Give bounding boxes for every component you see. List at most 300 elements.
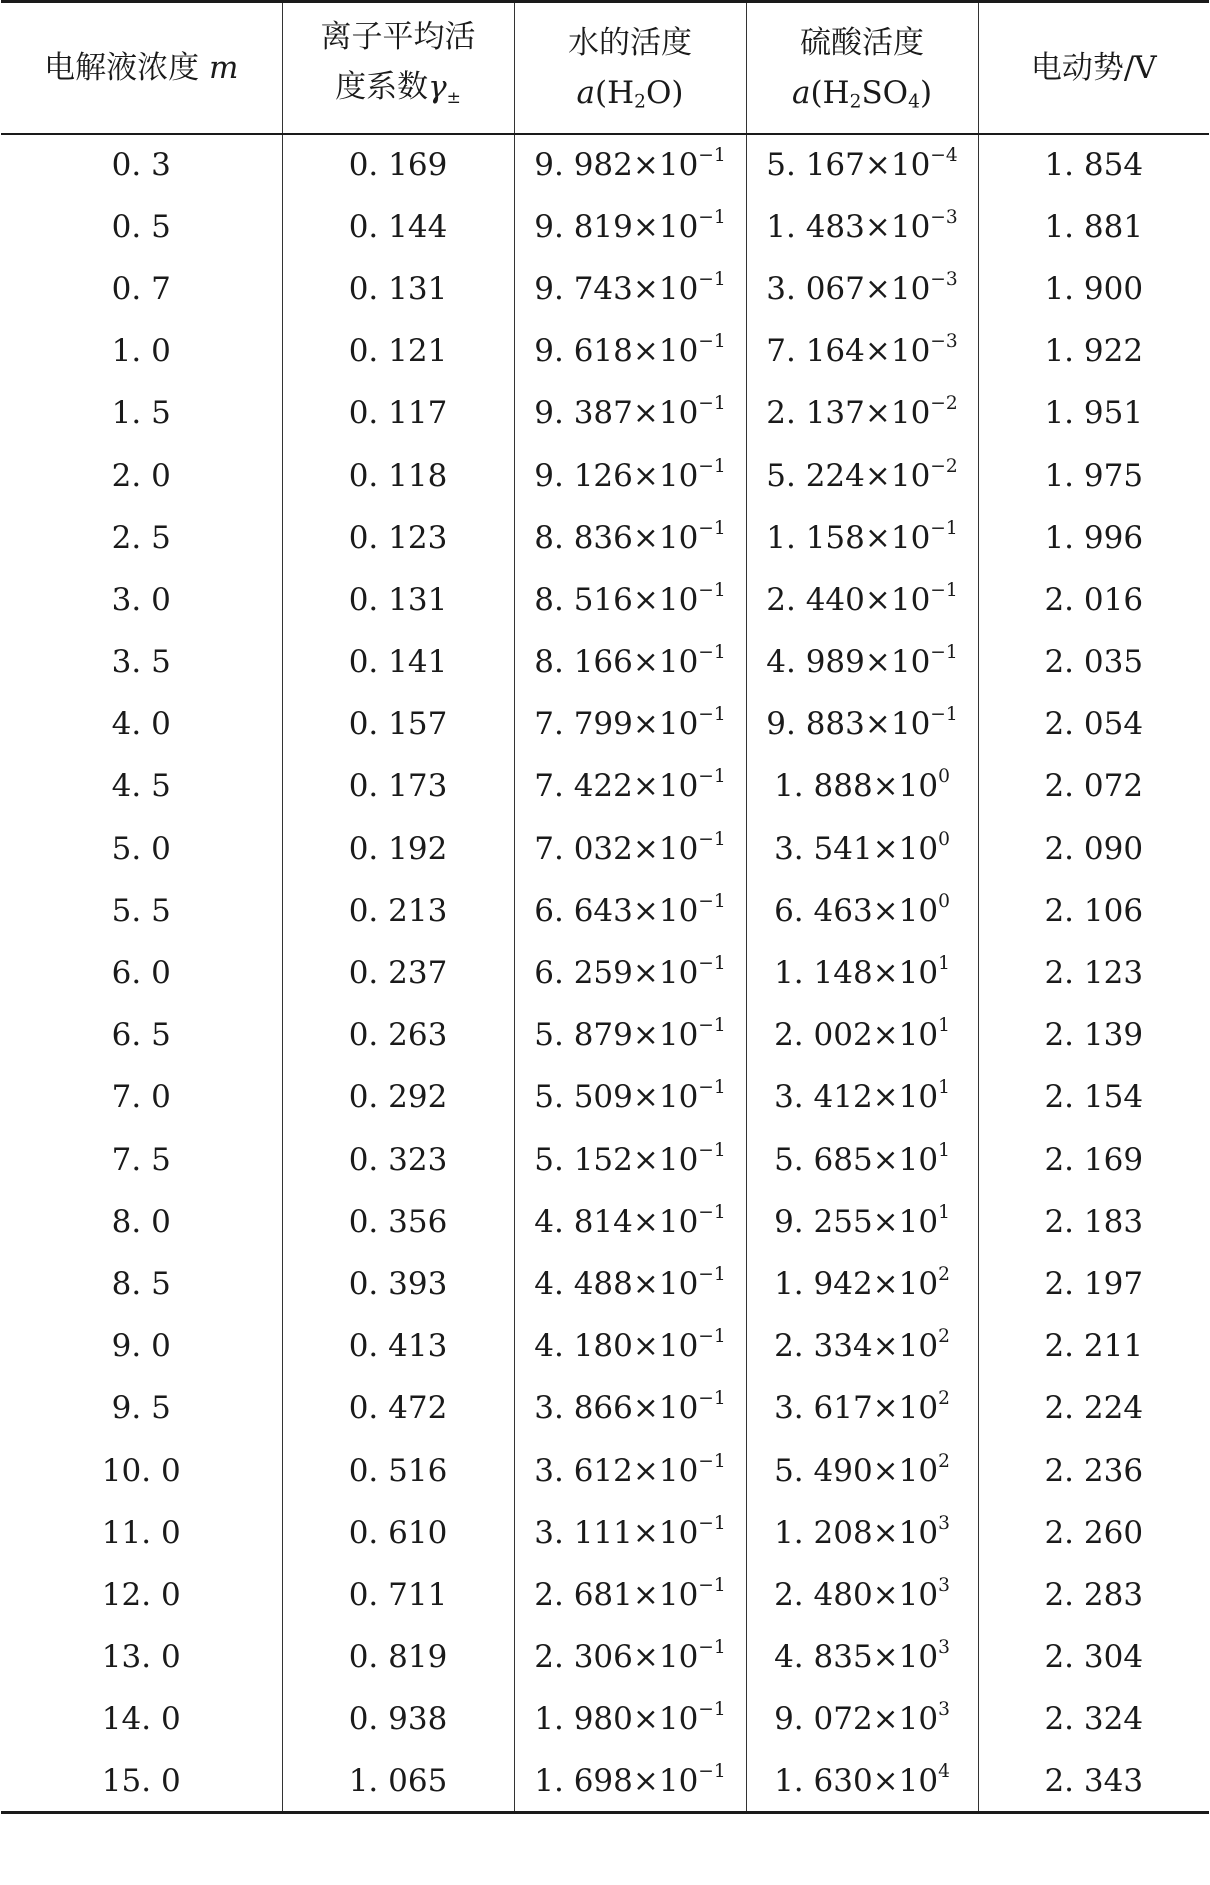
water-activity-exponent: −1 [698, 145, 726, 167]
cell-sulfuric-acid-activity [746, 1439, 978, 1501]
table-row [1, 320, 1209, 382]
water-activity-exponent: −1 [698, 1760, 726, 1782]
acid-activity-mantissa: 2. 137 [766, 395, 865, 432]
acid-activity-mantissa: 1. 158 [766, 519, 865, 556]
water-activity-times-ten: ×10 [632, 1328, 699, 1365]
acid-activity-exponent: 3 [938, 1637, 950, 1659]
water-activity-mantissa: 5. 509 [534, 1079, 633, 1116]
cell-sulfuric-acid-activity [746, 755, 978, 817]
water-activity-exponent: −1 [698, 1015, 726, 1037]
water-activity-mantissa: 1. 698 [534, 1762, 633, 1799]
table-row [1, 196, 1209, 258]
cell-sulfuric-acid-activity [746, 1315, 978, 1377]
water-activity-times-ten: ×10 [632, 1576, 699, 1613]
cell-emf: 1. 854 [978, 134, 1209, 196]
acid-activity-mantissa: 1. 888 [774, 768, 873, 805]
cell-emf: 1. 951 [978, 382, 1209, 444]
water-H: H [607, 74, 635, 111]
cell-water-activity [514, 258, 746, 320]
table-row [1, 1439, 1209, 1501]
cell-emf: 2. 106 [978, 880, 1209, 942]
water-activity-mantissa: 6. 643 [534, 892, 633, 929]
acid-activity-mantissa: 9. 883 [766, 706, 865, 743]
acid-activity-mantissa: 1. 942 [774, 1265, 873, 1302]
table-row [1, 507, 1209, 569]
cell-concentration: 0. 5 [111, 208, 171, 245]
water-activity-exponent: −1 [698, 1699, 726, 1721]
acid-activity-times-ten: ×10 [872, 1576, 939, 1613]
cell-sulfuric-acid-activity [746, 818, 978, 880]
acid-activity-times-ten: ×10 [864, 147, 931, 184]
cell-concentration: 4. 0 [111, 706, 171, 743]
cell-concentration: 12. 0 [101, 1576, 181, 1613]
acid-activity-exponent: −2 [930, 455, 958, 477]
table-row [1, 631, 1209, 693]
cell-emf: 1. 922 [978, 320, 1209, 382]
cell-sulfuric-acid-activity [746, 1253, 978, 1315]
water-activity-exponent: −1 [698, 1450, 726, 1472]
acid-activity-times-ten: ×10 [872, 1203, 939, 1240]
cell-emf: 2. 139 [978, 1004, 1209, 1066]
water-activity-mantissa: 3. 612 [534, 1452, 633, 1489]
electrolyte-activity-table [1, 0, 1209, 1814]
water-activity-times-ten: ×10 [632, 1514, 699, 1551]
water-activity-times-ten: ×10 [632, 1141, 699, 1178]
acid-activity-exponent: 1 [938, 1201, 950, 1223]
acid-activity-times-ten: ×10 [872, 768, 939, 805]
water-activity-mantissa: 2. 306 [534, 1639, 633, 1676]
cell-activity-coefficient: 0. 131 [282, 258, 514, 320]
table-row [1, 693, 1209, 755]
water-activity-mantissa: 6. 259 [534, 955, 633, 992]
header-water-activity-formula [515, 68, 746, 118]
table-row [1, 1377, 1209, 1439]
acid-activity-exponent: −3 [930, 331, 958, 353]
cell-water-activity [514, 1129, 746, 1191]
cell-emf: 2. 016 [978, 569, 1209, 631]
header-water-activity [514, 2, 746, 134]
acid-H-subscript: 2 [849, 91, 862, 113]
water-activity-exponent: −1 [698, 766, 726, 788]
cell-activity-coefficient: 0. 237 [282, 942, 514, 1004]
water-activity-mantissa: 3. 111 [534, 1514, 633, 1551]
acid-activity-exponent: 2 [938, 1388, 950, 1410]
table-row [1, 755, 1209, 817]
cell-sulfuric-acid-activity [746, 693, 978, 755]
cell-activity-coefficient: 0. 819 [282, 1626, 514, 1688]
cell-sulfuric-acid-activity [746, 1750, 978, 1812]
water-activity-exponent: −1 [698, 1637, 726, 1659]
cell-activity-coefficient: 0. 157 [282, 693, 514, 755]
water-activity-exponent: −1 [698, 953, 726, 975]
water-activity-exponent: −1 [698, 331, 726, 353]
cell-activity-coefficient: 0. 121 [282, 320, 514, 382]
cell-concentration: 1. 0 [111, 333, 171, 370]
water-activity-times-ten: ×10 [632, 1639, 699, 1676]
table-row [1, 1129, 1209, 1191]
cell-sulfuric-acid-activity [746, 631, 978, 693]
acid-O-subscript: 4 [908, 91, 920, 113]
acid-activity-exponent: 2 [938, 1326, 950, 1348]
water-activity-mantissa: 9. 387 [534, 395, 633, 432]
acid-activity-mantissa: 2. 440 [766, 581, 865, 618]
cell-activity-coefficient: 0. 292 [282, 1066, 514, 1128]
cell-sulfuric-acid-activity [746, 1004, 978, 1066]
header-activity-coefficient-label: 度系数 [335, 69, 429, 106]
acid-activity-times-ten: ×10 [872, 1017, 939, 1054]
water-activity-mantissa: 9. 819 [534, 208, 633, 245]
gamma-symbol: γ [428, 69, 447, 106]
cell-sulfuric-acid-activity [746, 569, 978, 631]
acid-activity-exponent: 2 [938, 1450, 950, 1472]
cell-concentration: 13. 0 [101, 1639, 181, 1676]
water-activity-exponent: −1 [698, 1077, 726, 1099]
cell-activity-coefficient: 0. 123 [282, 507, 514, 569]
cell-emf: 2. 343 [978, 1750, 1209, 1812]
water-open-paren: ( [594, 74, 608, 111]
cell-concentration: 2. 0 [111, 457, 171, 494]
water-activity-times-ten: ×10 [632, 519, 699, 556]
water-activity-exponent: −1 [698, 1201, 726, 1223]
acid-activity-mantissa: 5. 167 [766, 147, 865, 184]
acid-activity-times-ten: ×10 [872, 830, 939, 867]
header-sulfuric-acid-activity-formula [747, 68, 978, 118]
cell-activity-coefficient: 0. 472 [282, 1377, 514, 1439]
table-row [1, 569, 1209, 631]
cell-water-activity [514, 1626, 746, 1688]
acid-activity-exponent: 0 [938, 828, 950, 850]
cell-emf: 1. 975 [978, 444, 1209, 506]
cell-concentration: 15. 0 [1, 1750, 282, 1812]
acid-activity-mantissa: 6. 463 [774, 892, 873, 929]
table-row [1, 1688, 1209, 1750]
water-activity-mantissa: 5. 879 [534, 1017, 633, 1054]
acid-activity-times-ten: ×10 [864, 333, 931, 370]
acid-activity-times-ten: ×10 [872, 1701, 939, 1738]
cell-concentration: 1. 5 [111, 395, 171, 432]
cell-activity-coefficient: 0. 356 [282, 1191, 514, 1253]
table-row [1, 1253, 1209, 1315]
water-activity-times-ten: ×10 [632, 457, 699, 494]
acid-activity-mantissa: 2. 334 [774, 1328, 873, 1365]
cell-water-activity [514, 942, 746, 1004]
cell-sulfuric-acid-activity [746, 1564, 978, 1626]
water-activity-times-ten: ×10 [632, 1390, 699, 1427]
water-activity-exponent: −1 [698, 579, 726, 601]
acid-activity-exponent: 1 [938, 1015, 950, 1037]
water-activity-times-ten: ×10 [632, 955, 699, 992]
water-activity-mantissa: 9. 982 [534, 147, 633, 184]
cell-sulfuric-acid-activity [746, 1191, 978, 1253]
cell-activity-coefficient: 0. 610 [282, 1502, 514, 1564]
water-close-paren: ) [671, 74, 684, 111]
acid-activity-mantissa: 5. 490 [774, 1452, 873, 1489]
acid-activity-times-ten: ×10 [872, 1265, 939, 1302]
cell-emf: 2. 183 [978, 1191, 1209, 1253]
cell-activity-coefficient: 0. 169 [282, 134, 514, 196]
water-activity-exponent: −1 [698, 206, 726, 228]
cell-water-activity [514, 1066, 746, 1128]
cell-water-activity [514, 1439, 746, 1501]
cell-concentration: 10. 0 [101, 1452, 181, 1489]
water-activity-exponent: −1 [698, 1388, 726, 1410]
cell-water-activity [514, 1377, 746, 1439]
cell-water-activity [514, 755, 746, 817]
table-row [1, 942, 1209, 1004]
water-activity-times-ten: ×10 [632, 147, 699, 184]
acid-activity-exponent: 3 [938, 1574, 950, 1596]
table-row [1, 258, 1209, 320]
acid-activity-times-ten: ×10 [864, 208, 931, 245]
cell-activity-coefficient: 0. 393 [282, 1253, 514, 1315]
water-activity-times-ten: ×10 [632, 1265, 699, 1302]
acid-activity-mantissa: 1. 208 [774, 1514, 873, 1551]
water-activity-exponent: −1 [698, 1139, 726, 1161]
cell-activity-coefficient: 0. 413 [282, 1315, 514, 1377]
table-row [1, 1626, 1209, 1688]
cell-activity-coefficient: 0. 263 [282, 1004, 514, 1066]
table-row [1, 134, 1209, 196]
cell-activity-coefficient: 0. 323 [282, 1129, 514, 1191]
table-row [1, 1004, 1209, 1066]
acid-activity-times-ten: ×10 [872, 1141, 939, 1178]
acid-activity-mantissa: 3. 617 [774, 1390, 873, 1427]
cell-concentration: 5. 5 [111, 892, 171, 929]
cell-sulfuric-acid-activity [746, 1129, 978, 1191]
cell-emf: 1. 996 [978, 507, 1209, 569]
acid-activity-mantissa: 7. 164 [766, 333, 865, 370]
water-activity-exponent: −1 [698, 1264, 726, 1286]
cell-sulfuric-acid-activity [746, 1502, 978, 1564]
cell-water-activity [514, 880, 746, 942]
cell-water-activity [514, 134, 746, 196]
acid-activity-times-ten: ×10 [864, 644, 931, 681]
acid-activity-exponent: 0 [938, 890, 950, 912]
table-header [1, 2, 1209, 134]
water-activity-exponent: −1 [698, 393, 726, 415]
water-activity-mantissa: 9. 618 [534, 333, 633, 370]
cell-water-activity [514, 1750, 746, 1812]
cell-emf: 2. 236 [978, 1439, 1209, 1501]
acid-activity-mantissa: 9. 072 [774, 1701, 873, 1738]
cell-water-activity [514, 382, 746, 444]
cell-emf: 2. 260 [978, 1502, 1209, 1564]
acid-activity-mantissa: 4. 835 [774, 1639, 873, 1676]
water-activity-times-ten: ×10 [632, 706, 699, 743]
header-water-activity-line1: 水的活度 [568, 24, 692, 61]
water-O: O [645, 74, 672, 111]
cell-water-activity [514, 569, 746, 631]
cell-activity-coefficient: 0. 144 [282, 196, 514, 258]
water-activity-mantissa: 4. 180 [534, 1328, 633, 1365]
acid-activity-times-ten: ×10 [864, 706, 931, 743]
water-activity-times-ten: ×10 [632, 333, 699, 370]
acid-activity-times-ten: ×10 [864, 457, 931, 494]
acid-activity-mantissa: 1. 630 [774, 1762, 873, 1799]
water-activity-times-ten: ×10 [632, 1701, 699, 1738]
acid-activity-times-ten: ×10 [872, 1452, 939, 1489]
acid-activity-mantissa: 2. 002 [774, 1017, 873, 1054]
cell-activity-coefficient: 0. 938 [282, 1688, 514, 1750]
acid-activity-exponent: −3 [930, 269, 958, 291]
acid-activity-exponent: 2 [938, 1264, 950, 1286]
water-activity-mantissa: 7. 032 [534, 830, 633, 867]
cell-water-activity [514, 1502, 746, 1564]
water-activity-mantissa: 2. 681 [534, 1576, 633, 1613]
acid-activity-exponent: −1 [930, 517, 958, 539]
cell-water-activity [514, 320, 746, 382]
cell-sulfuric-acid-activity [746, 880, 978, 942]
water-activity-exponent: −1 [698, 1574, 726, 1596]
cell-sulfuric-acid-activity [746, 1626, 978, 1688]
acid-close-paren: ) [919, 74, 933, 111]
cell-sulfuric-acid-activity [746, 320, 978, 382]
cell-concentration: 3. 0 [111, 581, 171, 618]
water-activity-mantissa: 7. 799 [534, 706, 633, 743]
acid-activity-exponent: 1 [938, 1077, 950, 1099]
cell-activity-coefficient: 0. 173 [282, 755, 514, 817]
cell-emf: 2. 169 [978, 1129, 1209, 1191]
water-activity-exponent: −1 [698, 1512, 726, 1534]
water-activity-times-ten: ×10 [632, 768, 699, 805]
cell-activity-coefficient: 0. 213 [282, 880, 514, 942]
cell-sulfuric-acid-activity [746, 1688, 978, 1750]
water-activity-times-ten: ×10 [632, 1203, 699, 1240]
water-activity-exponent: −1 [698, 1326, 726, 1348]
table-row [1, 1564, 1209, 1626]
water-activity-symbol: a [576, 74, 595, 111]
acid-activity-symbol: a [791, 74, 811, 111]
cell-sulfuric-acid-activity [746, 1377, 978, 1439]
cell-water-activity [514, 444, 746, 506]
water-activity-exponent: −1 [698, 642, 726, 664]
gamma-plus-minus-subscript: ± [446, 88, 461, 109]
acid-activity-times-ten: ×10 [864, 395, 931, 432]
cell-sulfuric-acid-activity [746, 942, 978, 1004]
water-activity-mantissa: 8. 836 [534, 519, 633, 556]
cell-concentration: 7. 5 [111, 1141, 171, 1178]
water-activity-times-ten: ×10 [632, 395, 699, 432]
acid-activity-mantissa: 1. 483 [766, 208, 865, 245]
cell-emf: 2. 283 [978, 1564, 1209, 1626]
water-activity-mantissa: 3. 866 [534, 1390, 633, 1427]
cell-concentration: 3. 5 [111, 644, 171, 681]
cell-water-activity [514, 631, 746, 693]
acid-activity-times-ten: ×10 [864, 581, 931, 618]
acid-activity-times-ten: ×10 [872, 1390, 939, 1427]
acid-activity-exponent: 1 [938, 1139, 950, 1161]
cell-water-activity [514, 507, 746, 569]
water-activity-times-ten: ×10 [632, 1017, 699, 1054]
acid-activity-times-ten: ×10 [872, 892, 939, 929]
cell-concentration: 4. 5 [111, 768, 171, 805]
water-activity-times-ten: ×10 [632, 1079, 699, 1116]
cell-concentration: 14. 0 [101, 1701, 181, 1738]
water-activity-exponent: −1 [698, 890, 726, 912]
cell-activity-coefficient: 0. 131 [282, 569, 514, 631]
acid-activity-exponent: 3 [938, 1699, 950, 1721]
cell-emf: 2. 197 [978, 1253, 1209, 1315]
cell-emf: 2. 224 [978, 1377, 1209, 1439]
cell-emf: 2. 154 [978, 1066, 1209, 1128]
acid-activity-exponent: 0 [938, 766, 950, 788]
cell-water-activity [514, 1191, 746, 1253]
cell-emf: 2. 035 [978, 631, 1209, 693]
water-activity-mantissa: 5. 152 [534, 1141, 633, 1178]
header-sulfuric-acid-activity [746, 2, 978, 134]
acid-open-paren: ( [810, 74, 823, 111]
water-activity-exponent: −1 [698, 455, 726, 477]
cell-sulfuric-acid-activity [746, 134, 978, 196]
acid-activity-exponent: −1 [930, 579, 958, 601]
water-activity-exponent: −1 [698, 517, 726, 539]
table-row [1, 818, 1209, 880]
cell-activity-coefficient: 1. 065 [282, 1750, 514, 1812]
acid-activity-exponent: −3 [930, 206, 958, 228]
water-activity-times-ten: ×10 [632, 644, 699, 681]
acid-activity-times-ten: ×10 [872, 1328, 939, 1365]
acid-activity-exponent: −1 [930, 642, 958, 664]
acid-activity-mantissa: 2. 480 [774, 1576, 873, 1613]
table-row [1, 382, 1209, 444]
water-activity-exponent: −1 [698, 269, 726, 291]
header-concentration-label: 电解液浓度 [44, 49, 200, 86]
water-activity-mantissa: 8. 166 [534, 644, 633, 681]
cell-concentration: 8. 0 [111, 1203, 171, 1240]
cell-emf: 2. 324 [978, 1688, 1209, 1750]
water-activity-times-ten: ×10 [632, 208, 699, 245]
cell-concentration: 0. 3 [111, 147, 171, 184]
water-activity-mantissa: 1. 980 [534, 1701, 633, 1738]
cell-concentration: 9. 0 [111, 1328, 171, 1365]
cell-water-activity [514, 1253, 746, 1315]
cell-concentration: 0. 7 [111, 270, 171, 307]
table-body [1, 134, 1209, 1813]
cell-emf: 1. 881 [978, 196, 1209, 258]
acid-activity-exponent: 4 [938, 1760, 950, 1782]
acid-H: H [822, 74, 850, 111]
acid-activity-mantissa: 5. 685 [774, 1141, 873, 1178]
cell-activity-coefficient: 0. 711 [282, 1564, 514, 1626]
water-H-subscript: 2 [634, 91, 646, 113]
cell-sulfuric-acid-activity [746, 507, 978, 569]
cell-water-activity [514, 818, 746, 880]
acid-activity-exponent: −2 [930, 393, 958, 415]
header-activity-coefficient [282, 2, 514, 134]
water-activity-times-ten: ×10 [632, 581, 699, 618]
header-concentration [1, 2, 282, 134]
water-activity-exponent: −1 [698, 704, 726, 726]
cell-concentration: 6. 5 [111, 1017, 171, 1054]
cell-water-activity [514, 1688, 746, 1750]
cell-activity-coefficient: 0. 117 [282, 382, 514, 444]
cell-concentration: 7. 0 [111, 1079, 171, 1116]
header-concentration-symbol: m [208, 49, 239, 86]
cell-concentration: 5. 0 [111, 830, 171, 867]
cell-water-activity [514, 196, 746, 258]
table-row [1, 444, 1209, 506]
water-activity-times-ten: ×10 [632, 1762, 699, 1799]
header-row [1, 2, 1209, 134]
water-activity-mantissa: 8. 516 [534, 581, 633, 618]
table-row [1, 1191, 1209, 1253]
cell-emf: 2. 054 [978, 693, 1209, 755]
water-activity-mantissa: 9. 743 [534, 270, 633, 307]
cell-concentration: 8. 5 [111, 1265, 171, 1302]
header-activity-coefficient-line2 [283, 62, 514, 123]
acid-activity-mantissa: 1. 148 [774, 955, 873, 992]
header-emf-label: 电动势/V [1030, 49, 1157, 86]
